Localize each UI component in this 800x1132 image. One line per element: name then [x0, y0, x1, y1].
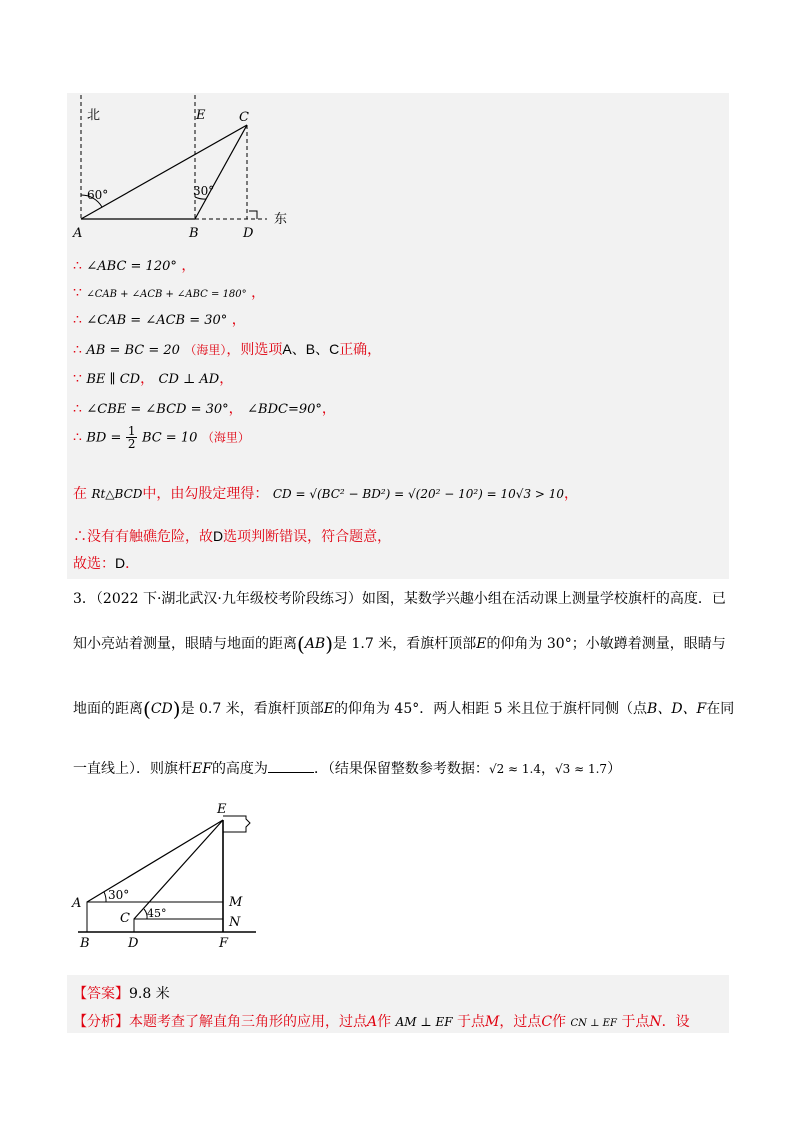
answer-line: 【答案】9.8 米	[73, 986, 170, 1002]
fig1-label-a: A	[73, 226, 83, 240]
answer-blank	[268, 760, 314, 773]
solution-line-9: ∴没有有触礁危险，故D选项判断错误，符合题意，	[73, 528, 392, 545]
solution-line-3: ∴ ∠CAB = ∠ACB = 30° ，	[73, 312, 246, 328]
fig1-east-label: 东	[274, 212, 288, 227]
solution-line-2: ∵ ∠CAB + ∠ACB + ∠ABC = 180° ，	[73, 285, 266, 301]
figure-2-diagram	[70, 800, 270, 950]
fig1-label-e: E	[196, 108, 206, 123]
fig2-angle-c: 45°	[147, 907, 167, 920]
analysis-line: 【分析】本题考查了解直角三角形的应用，过点A作 AM ⊥ EF 于点M，过点C作 CN ⊥ EF 于点N．设	[73, 1014, 690, 1030]
fig2-label-n: N	[229, 915, 241, 930]
fig2-label-e: E	[217, 802, 227, 817]
fig2-label-m: M	[229, 895, 243, 910]
figure-1-diagram	[67, 95, 297, 240]
fig2-angle-a: 30°	[108, 888, 130, 902]
question-line-2: 知小亮站着测量，眼睛与地面的距离(AB)是 1.7 米，看旗杆顶部E的仰角为 30°；小敏蹲着测量，眼睛与	[73, 632, 726, 656]
solution-line-6: ∴ ∠CBE = ∠BCD = 30°， ∠BDC=90°，	[73, 401, 336, 417]
solution-line-10: 故选：D．	[73, 555, 140, 572]
fig1-angle-b: 30°	[193, 184, 215, 198]
fig2-label-a: A	[72, 896, 82, 911]
solution-line-8: 在 Rt△BCD中，由勾股定理得： CD = √(BC² − BD²) = √(20² − 10²) = 10√3 > 10，	[73, 486, 579, 502]
fig1-north-label: 北	[87, 108, 101, 123]
fig1-angle-a: 60°	[87, 188, 109, 202]
fig1-label-d: D	[243, 226, 254, 240]
question-line-4: 一直线上）．则旗杆EF的高度为 ．（结果保留整数参考数据：√2 ≈ 1.4，√3 ≈ 1.7）	[73, 761, 622, 777]
solution-line-4: ∴ AB = BC = 20 （海里），则选项A、B、C正确，	[73, 341, 382, 358]
fig2-label-c: C	[120, 911, 130, 926]
solution-line-7: ∴ BD = $\frac{1}{2}$ BC = 10 （海里）	[73, 424, 250, 451]
fig2-label-f: F	[219, 936, 229, 950]
fig1-label-c: C	[239, 110, 249, 125]
fig2-label-b: B	[80, 936, 90, 950]
fraction-one-half: $\frac{1}{2}$	[127, 424, 136, 451]
solution-line-1: ∴ ∠ABC = 120° ，	[73, 258, 196, 274]
fig1-label-b: B	[189, 226, 199, 240]
question-line-3: 地面的距离(CD)是 0.7 米，看旗杆顶部E的仰角为 45°．两人相距 5 米且位于旗杆同侧（点B、D、F在同	[73, 697, 735, 721]
solution-line-5: ∵ BE ∥ CD， CD ⊥ AD，	[73, 371, 234, 387]
fig2-label-d: D	[128, 936, 139, 950]
question-line-1: 3．（2022 下·湖北武汉·九年级校考阶段练习）如图，某数学兴趣小组在活动课上测量学校旗杆的高度．已	[73, 591, 726, 607]
